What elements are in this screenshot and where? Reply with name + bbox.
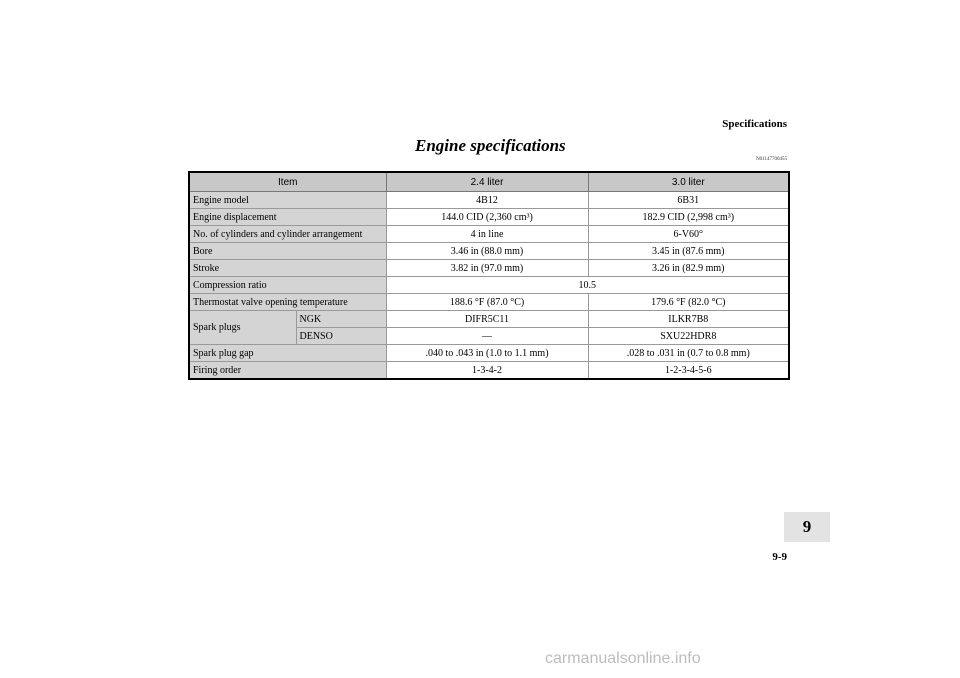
table-row-thermostat — [189, 294, 789, 311]
column-header-2-4-liter: 2.4 liter — [386, 172, 588, 192]
table-row-cylinders — [189, 226, 789, 243]
row-label: Engine model — [189, 192, 386, 209]
sub-label-denso: DENSO — [296, 328, 386, 345]
value-2-4-liter: 3.46 in (88.0 mm) — [386, 243, 588, 260]
row-label: No. of cylinders and cylinder arrangement — [189, 226, 386, 243]
page-number: 9-9 — [772, 551, 787, 563]
row-label: Compression ratio — [189, 277, 386, 294]
value-both: 10.5 — [386, 277, 789, 294]
row-label: Bore — [189, 243, 386, 260]
engine-spec-table — [188, 171, 790, 380]
section-header: Specifications — [722, 118, 787, 130]
value-3-0-liter: 1-2-3-4-5-6 — [588, 362, 789, 380]
table-row-spark-plug-gap — [189, 345, 789, 362]
row-label: Spark plug gap — [189, 345, 386, 362]
value-2-4-liter: 4B12 — [386, 192, 588, 209]
table-row-engine-model — [189, 192, 789, 209]
table-row-compression-ratio — [189, 277, 789, 294]
table-row-engine-displacement — [189, 209, 789, 226]
value-2-4-liter: 144.0 CID (2,360 cm³) — [386, 209, 588, 226]
value-3-0-liter: .028 to .031 in (0.7 to 0.8 mm) — [588, 345, 789, 362]
document-code: N01147700455 — [756, 157, 787, 162]
table-row-spark-plugs-ngk — [189, 311, 789, 328]
value-2-4-liter: .040 to .043 in (1.0 to 1.1 mm) — [386, 345, 588, 362]
table-row-firing-order — [189, 362, 789, 380]
chapter-tab: 9 — [784, 512, 830, 542]
value-2-4-liter: 188.6 °F (87.0 °C) — [386, 294, 588, 311]
watermark: carmanualsonline.info — [545, 650, 701, 667]
row-label: Thermostat valve opening temperature — [189, 294, 386, 311]
row-label: Engine displacement — [189, 209, 386, 226]
column-header-item: Item — [189, 172, 386, 192]
value-2-4-liter: DIFR5C11 — [386, 311, 588, 328]
table-header-row — [189, 172, 789, 192]
value-3-0-liter: 182.9 CID (2,998 cm³) — [588, 209, 789, 226]
value-3-0-liter: 6-V60° — [588, 226, 789, 243]
page-title: Engine specifications — [415, 136, 566, 155]
sub-label-ngk: NGK — [296, 311, 386, 328]
value-2-4-liter: 4 in line — [386, 226, 588, 243]
table-row-bore — [189, 243, 789, 260]
row-label: Firing order — [189, 362, 386, 380]
column-header-3-0-liter: 3.0 liter — [588, 172, 789, 192]
value-2-4-liter: — — [386, 328, 588, 345]
value-2-4-liter: 1-3-4-2 — [386, 362, 588, 380]
value-2-4-liter: 3.82 in (97.0 mm) — [386, 260, 588, 277]
row-label-spark-plugs: Spark plugs — [189, 311, 296, 345]
value-3-0-liter: 179.6 °F (82.0 °C) — [588, 294, 789, 311]
value-3-0-liter: ILKR7B8 — [588, 311, 789, 328]
row-label: Stroke — [189, 260, 386, 277]
value-3-0-liter: 6B31 — [588, 192, 789, 209]
table-row-stroke — [189, 260, 789, 277]
value-3-0-liter: 3.26 in (82.9 mm) — [588, 260, 789, 277]
value-3-0-liter: 3.45 in (87.6 mm) — [588, 243, 789, 260]
value-3-0-liter: SXU22HDR8 — [588, 328, 789, 345]
